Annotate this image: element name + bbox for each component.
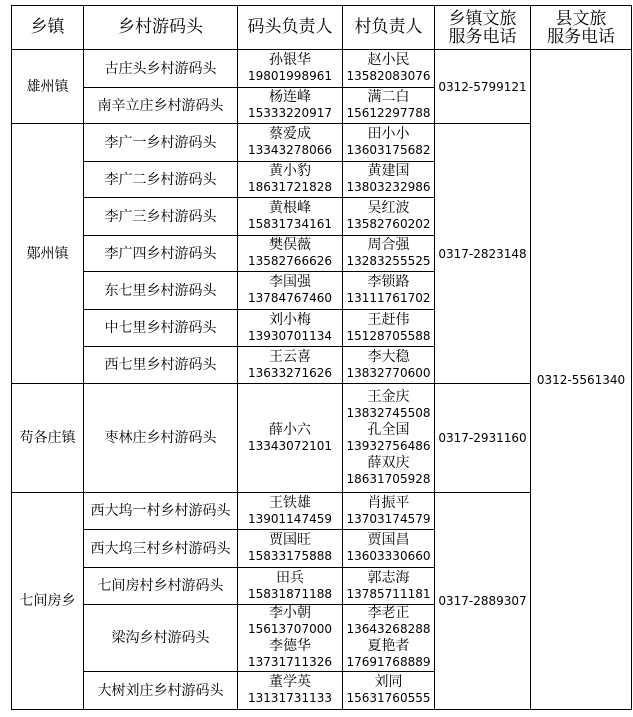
header-township: 乡镇 xyxy=(12,6,84,50)
village-head-cell xyxy=(343,310,435,347)
wharf-cell: 梁沟乡村游码头 xyxy=(84,605,238,672)
contact-phone: 17691768889 xyxy=(346,655,431,669)
contact-entry xyxy=(238,495,342,528)
wharf-head-cell xyxy=(238,124,343,162)
contact-entry xyxy=(343,126,434,159)
village-head-cell xyxy=(343,50,435,88)
village-head-cell xyxy=(343,672,435,710)
wharf-cell: 南辛立庄乡村游码头 xyxy=(84,88,238,124)
contact-phone: 13901147459 xyxy=(248,511,332,526)
contact-entry xyxy=(238,274,342,307)
wharf-head-cell xyxy=(238,88,343,124)
village-head-cell xyxy=(343,272,435,310)
contact-name: 黄小豹 xyxy=(269,163,311,179)
village-head-cell xyxy=(343,88,435,124)
wharf-cell: 西大坞三村乡村游码头 xyxy=(84,530,238,568)
contact-entry xyxy=(238,605,342,638)
wharf-cell: 中七里乡村游码头 xyxy=(84,310,238,347)
contact-name: 刘同 xyxy=(374,674,403,690)
contact-entry xyxy=(238,674,342,707)
contact-phone: 13731711326 xyxy=(248,655,332,669)
wharf-head-cell xyxy=(238,347,343,384)
contact-phone: 13785711181 xyxy=(346,586,431,601)
contact-name: 孔全国 xyxy=(367,421,410,438)
contact-name: 王铁雄 xyxy=(269,494,311,511)
wharf-head-cell xyxy=(238,493,343,530)
contact-phone: 13343072101 xyxy=(248,438,332,453)
contact-name: 蔡爱成 xyxy=(269,126,311,142)
contact-entry xyxy=(343,389,434,422)
contact-phone: 15333220917 xyxy=(248,106,332,120)
contact-name: 周合强 xyxy=(367,237,410,253)
contact-phone: 13582766626 xyxy=(248,254,332,268)
contact-phone: 13832745508 xyxy=(346,405,431,420)
contact-entry xyxy=(238,312,342,345)
header-row xyxy=(12,6,632,50)
contact-entry xyxy=(238,126,342,159)
contact-name: 李大稳 xyxy=(367,348,410,365)
contact-name: 孙银华 xyxy=(269,52,311,68)
wharf-head-cell xyxy=(238,672,343,710)
contact-entry xyxy=(238,200,342,233)
header-village-head: 村负责人 xyxy=(343,6,435,50)
contact-phone: 13643268288 xyxy=(346,622,431,636)
header-wharf: 乡村游码头 xyxy=(84,6,238,50)
wharf-cell: 李广四乡村游码头 xyxy=(84,236,238,272)
contact-phone: 13582760202 xyxy=(346,217,431,231)
contact-phone: 15613707000 xyxy=(248,622,332,636)
contact-entry xyxy=(238,89,342,122)
contact-entry xyxy=(238,349,342,382)
contact-phone: 13603175682 xyxy=(346,143,431,157)
contact-phone: 13603330660 xyxy=(346,549,431,563)
contact-name: 吴红波 xyxy=(367,200,410,216)
village-head-cell xyxy=(343,124,435,162)
contact-name: 黄建国 xyxy=(367,163,410,179)
contact-phone: 13930701134 xyxy=(248,328,332,343)
contact-name: 李老正 xyxy=(367,605,410,621)
contact-phone: 13283255525 xyxy=(346,254,431,268)
contact-entry xyxy=(343,495,434,528)
contact-name: 李锁路 xyxy=(367,274,410,290)
contact-phone: 13932756486 xyxy=(346,438,431,453)
contact-phone: 15612297788 xyxy=(346,106,431,120)
wharf-cell: 大树刘庄乡村游码头 xyxy=(84,672,238,710)
wharf-cell: 李广一乡村游码头 xyxy=(84,124,238,162)
county-phone-cell: 0312-5561340 xyxy=(531,50,632,710)
wharf-cell: 李广二乡村游码头 xyxy=(84,162,238,198)
village-head-cell xyxy=(343,198,435,236)
contact-phone: 15833175888 xyxy=(248,549,332,563)
header-wharf-head: 码头负责人 xyxy=(238,6,343,50)
village-head-cell xyxy=(343,530,435,568)
wharf-head-cell xyxy=(238,568,343,605)
contact-phone: 13703174579 xyxy=(346,511,431,526)
contact-entry xyxy=(343,274,434,307)
wharf-cell: 西大坞一村乡村游码头 xyxy=(84,493,238,530)
wharf-head-cell xyxy=(238,605,343,672)
contact-name: 刘小梅 xyxy=(269,311,311,328)
table-row xyxy=(12,50,632,88)
contact-entry xyxy=(238,638,342,671)
contact-entry xyxy=(238,163,342,196)
village-head-cell xyxy=(343,493,435,530)
contact-phone: 13131731133 xyxy=(248,691,332,705)
village-head-cell xyxy=(343,605,435,672)
wharf-cell: 西七里乡村游码头 xyxy=(84,347,238,384)
table-body xyxy=(12,50,632,710)
contact-entry xyxy=(238,532,342,565)
village-head-cell xyxy=(343,162,435,198)
wharf-head-cell xyxy=(238,50,343,88)
township-phone-cell: 0317-2889307 xyxy=(435,493,531,710)
contact-name: 满二白 xyxy=(367,89,410,105)
contact-name: 田小小 xyxy=(367,126,410,142)
contact-phone: 13633271626 xyxy=(248,365,332,380)
township-cell: 苟各庄镇 xyxy=(12,384,84,493)
wharf-cell: 古庄头乡村游码头 xyxy=(84,50,238,88)
contact-entry xyxy=(343,455,434,488)
contact-entry xyxy=(343,89,434,122)
contact-entry xyxy=(343,312,434,345)
contact-phone: 15831734161 xyxy=(248,217,332,231)
contact-name: 贾国旺 xyxy=(269,532,311,548)
contact-phone: 15128705588 xyxy=(346,328,431,343)
contact-entry xyxy=(343,52,434,85)
contact-name: 王云喜 xyxy=(269,348,311,365)
village-head-cell xyxy=(343,384,435,493)
village-head-cell xyxy=(343,568,435,605)
wharf-cell: 枣林庄乡村游码头 xyxy=(84,384,238,493)
contact-entry xyxy=(343,422,434,455)
township-phone-cell: 0312-5799121 xyxy=(435,50,531,124)
contact-name: 黄根峰 xyxy=(269,200,311,216)
wharf-head-cell xyxy=(238,310,343,347)
township-cell: 七间房乡 xyxy=(12,493,84,710)
wharf-contact-table xyxy=(11,5,632,710)
contact-phone: 13343278066 xyxy=(248,143,332,157)
contact-phone: 18631705928 xyxy=(346,471,431,486)
contact-phone: 15831871188 xyxy=(248,586,332,601)
contact-name: 薛双庆 xyxy=(367,454,410,471)
village-head-cell xyxy=(343,236,435,272)
contact-phone: 13784767460 xyxy=(248,291,332,305)
contact-entry xyxy=(238,52,342,85)
contact-name: 郭志海 xyxy=(367,569,410,586)
contact-entry xyxy=(343,605,434,638)
contact-name: 夏艳者 xyxy=(367,638,410,654)
wharf-cell: 七间房村乡村游码头 xyxy=(84,568,238,605)
wharf-head-cell xyxy=(238,530,343,568)
contact-entry xyxy=(238,570,342,603)
wharf-cell: 东七里乡村游码头 xyxy=(84,272,238,310)
contact-name: 田兵 xyxy=(276,569,304,586)
contact-phone: 13582083076 xyxy=(346,69,431,83)
wharf-head-cell xyxy=(238,236,343,272)
contact-phone: 13832770600 xyxy=(346,365,431,380)
contact-name: 王赶伟 xyxy=(367,311,410,328)
contact-entry xyxy=(343,237,434,270)
contact-name: 薛小六 xyxy=(269,421,311,438)
contact-name: 贾国昌 xyxy=(367,532,410,548)
contact-phone: 13111761702 xyxy=(346,291,431,305)
header-county-phone: 县文旅 服务电话 xyxy=(531,6,632,50)
contact-name: 赵小民 xyxy=(367,52,410,68)
contact-entry xyxy=(343,638,434,671)
wharf-cell: 李广三乡村游码头 xyxy=(84,198,238,236)
village-head-cell xyxy=(343,347,435,384)
contact-entry xyxy=(343,200,434,233)
township-phone-cell: 0317-2823148 xyxy=(435,124,531,384)
township-phone-cell: 0317-2931160 xyxy=(435,384,531,493)
contact-entry xyxy=(238,422,342,455)
contact-name: 李德华 xyxy=(269,638,311,654)
wharf-head-cell xyxy=(238,162,343,198)
wharf-head-cell xyxy=(238,198,343,236)
township-cell: 鄚州镇 xyxy=(12,124,84,384)
contact-name: 董学英 xyxy=(269,674,311,690)
contact-phone: 13803232986 xyxy=(346,180,431,194)
contact-entry xyxy=(343,163,434,196)
contact-entry xyxy=(343,532,434,565)
contact-name: 李国强 xyxy=(269,274,311,290)
contact-name: 杨连峰 xyxy=(269,89,311,105)
township-cell: 雄州镇 xyxy=(12,50,84,124)
contact-name: 李小朝 xyxy=(269,605,311,621)
contact-phone: 18631721828 xyxy=(248,180,332,194)
contact-entry xyxy=(343,349,434,382)
contact-name: 肖振平 xyxy=(367,494,410,511)
contact-phone: 19801998961 xyxy=(248,69,332,83)
contact-name: 王金庆 xyxy=(367,388,410,405)
contact-entry xyxy=(238,237,342,270)
contact-entry xyxy=(343,570,434,603)
wharf-head-cell xyxy=(238,384,343,493)
contact-phone: 15631760555 xyxy=(346,691,431,705)
contact-entry xyxy=(343,674,434,707)
wharf-head-cell xyxy=(238,272,343,310)
contact-name: 樊俣薇 xyxy=(269,237,311,253)
header-township-phone: 乡镇文旅 服务电话 xyxy=(435,6,531,50)
